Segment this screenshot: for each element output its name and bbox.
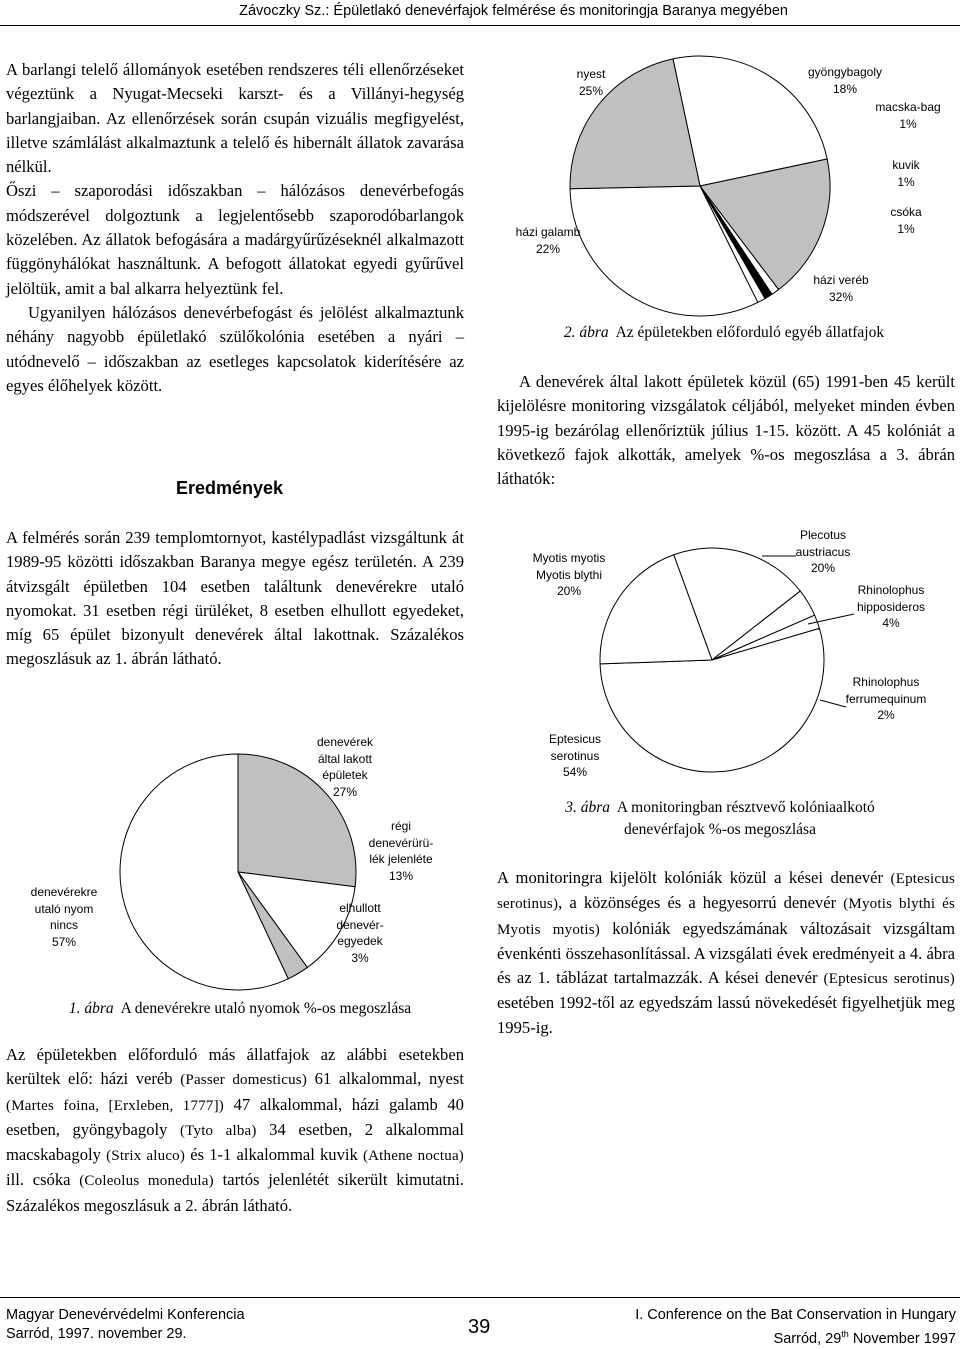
footer-left <box>6 1306 245 1344</box>
figure-2-number: 2. ábra <box>563 324 609 341</box>
footer-right <box>635 1306 956 1349</box>
pie1-label-3: denevérekre utaló nyom nincs 57% <box>30 885 98 949</box>
figure-3-title-line-2: denevérfajok %-os megoszlása <box>624 821 816 838</box>
footer-conference-hu: Magyar Denevérvédelmi Konferencia <box>6 1307 245 1323</box>
footer-date-en: Sarród, 29th November 1997 <box>773 1329 956 1347</box>
pie2-label-gyongybagoly: gyöngybagoly 18% <box>807 65 883 96</box>
pie2-label-hazi-vereb: házi veréb 32% <box>813 273 869 304</box>
pie2-label-csoka: csóka 1% <box>890 205 922 236</box>
footer-rule <box>0 1297 960 1298</box>
pie1-label-1: régi denevérürü- lék jelenléte 13% <box>368 819 434 883</box>
intro-paragraph-2: Őszi – szaporodási időszakban – hálózásos denevérbefogás módszerével dolgoztunk a legjelentősebb szaporodóbarlangok közelében. Az állatok befogására a madárgyűrűzéseknél alkalmazott függönyhálókat használtunk. A befogott állatokat egyedi gyűrűvel jelöltük, amit a bal alkarra helyeztünk fel. <box>6 181 464 298</box>
right-results-paragraph: A monitoringra kijelölt kolóniák közül a kései denevér (Eptesicus serotinus), a közönséges és a hegyesorrú denevér (Myotis blythi és Myotis myotis) kolóniák egyedszámának változásait vizsgáltam évenkénti összehasonlítással. A vizsgálati évek eredményeit a 4. ábra és az 1. táblázat tartalmazzák. A kései denevér (Eptesicus serotinus) esetében 1992-től az egyedszám lassú növekedését figyelhetjük meg 1995-ig. <box>497 868 956 1037</box>
running-title: Závoczky Sz.: Épületlakó denevérfajok felmérése és monitoringja Baranya megyében <box>239 3 788 19</box>
figure-1-number: 1. ábra <box>68 1000 114 1017</box>
figure-3-caption <box>520 797 920 841</box>
pie1-label-0: denevérek által lakott épületek 27% <box>316 735 374 799</box>
species-paragraph: Az épületekben előforduló más állatfajok az alábbi esetekben kerültek elő: házi veréb (Passer domesticus) 61 alkalommal, nyest (Martes foina, [Erxleben, 1777]) 47 alkalommal, házi galamb 40 esetben, gyöngybagoly (Tyto alba) 34 esetben, 2 alkalommal macskabagoly (Strix aluco) és 1-1 alkalommal kuvik (Athene noctua) ill. csóka (Coleolus monedula) tartós jelenlétét sikerült kimutatni. Százalékos megoszlásuk a 2. ábrán látható. <box>6 1045 465 1215</box>
pie2-label-nyest: nyest 25% <box>576 67 606 98</box>
figure-2-title: Az épületekben előforduló egyéb állatfajok <box>615 324 885 341</box>
figure-3-title-line-1: A monitoringban résztvevő kolóniaalkotó <box>616 799 875 816</box>
pie3-label-ferrumequinum: Rhinolophus ferrumequinum 2% <box>845 675 927 722</box>
figure-3-number: 3. ábra <box>565 799 611 816</box>
pie1-label-2: elhullott denevér- egyedek 3% <box>336 901 384 965</box>
pie3-label-myotis: Myotis myotis Myotis blythi 20% <box>532 551 606 598</box>
pie2-label-macskabagoly: macska-bag 1% <box>875 100 941 131</box>
intro-paragraph-1: A barlangi telelő állományok esetében rendszeres téli ellenőrzéseket végeztünk a Nyugat-Mecseki karszt- és a Villányi-hegység barlangjaiban. Az ellenőrzések során csupán vizuális megfigyelést, illetve számlálást alkalmaztunk a telelő és hibernált állatok zavarása nélkül. <box>6 60 464 177</box>
pie3-label-hipposideros: Rhinolophus hipposideros 4% <box>856 583 926 630</box>
page-number: 39 <box>468 1316 491 1338</box>
pie2-label-hazi-galamb: házi galamb 22% <box>515 225 581 256</box>
monitoring-paragraph: A denevérek által lakott épületek közül (65) 1991-ben 45 került kijelölésre monitoring vizsgálatok céljából, melyeket minden évben 1995-ig bezárólag ellenőriztük július 1-15. között. A 45 kolóniát a következő fajok alkották, amelyek %-os megoszlása a 3. ábrán láthatók: <box>497 372 955 489</box>
footer-conference-en: I. Conference on the Bat Conservation in Hungary <box>635 1307 956 1323</box>
footer-date-hu: Sarród, 1997. november 29. <box>6 1326 187 1342</box>
pie2-label-kuvik: kuvik 1% <box>892 158 920 189</box>
intro-paragraph-3: Ugyanilyen hálózásos denevérbefogást és jelölést alkalmaztunk néhány nagyobb épületlakó szülőkolónia esetében a nyári – utódnevelő – időszakban az esetleges kapcsolatok kiderítésére az egyes élőhelyek között. <box>6 302 464 395</box>
pie3-label-eptesicus: Eptesicus serotinus 54% <box>548 732 602 779</box>
section-title-results: Eredmények <box>176 478 284 498</box>
right-results-text <box>497 866 955 1040</box>
pie3-label-plecotus: Plecotus austriacus 20% <box>795 528 851 575</box>
figure-1-title: A denevérekre utaló nyomok %-os megoszlása <box>120 1000 412 1017</box>
results-paragraph-1: A felmérés során 239 templomtornyot, kastélypadlást vizsgáltunk át 1989-95 közötti időszakban Baranya megye egész területén. A 239 átvizsgált épületben 104 esetben találtunk denevérekre utaló nyomokat. 31 esetben régi ürüléket, 8 esetben elhullott egyedeket, míg 65 épület bizonyult denevérek által lakottnak. Százalékos megoszlásuk az 1. ábrán látható. <box>6 528 464 669</box>
